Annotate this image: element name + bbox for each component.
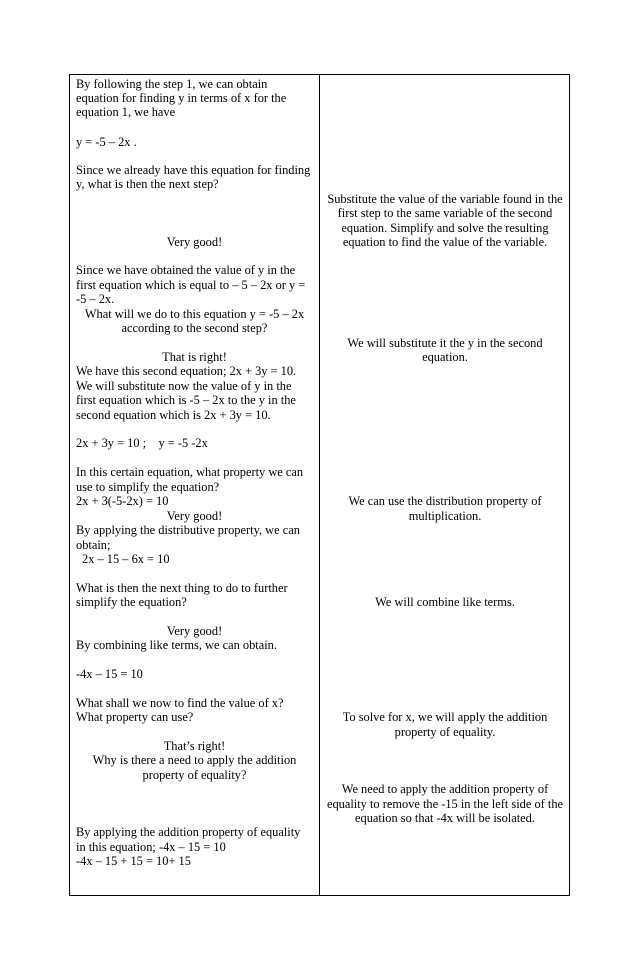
lesson-table xyxy=(69,74,570,896)
left-line: By applying the distributive property, we can xyxy=(76,523,300,537)
right-line: equation. Simplify and solve the resulting xyxy=(341,221,549,235)
left-line: according to the second step? xyxy=(121,321,268,335)
left-line: By combining like terms, we can obtain. xyxy=(76,638,277,652)
right-line: equation to find the value of the variable. xyxy=(342,235,548,249)
right-line: multiplication. xyxy=(408,509,482,523)
right-line: We will combine like terms. xyxy=(375,595,515,609)
left-line: second equation which is 2x + 3y = 10. xyxy=(76,408,271,422)
left-line: That’s right! xyxy=(163,739,226,753)
left-line: Since we already have this equation for finding xyxy=(76,163,311,177)
left-line: equation for finding y in terms of x for the xyxy=(76,91,287,105)
left-line: -4x – 15 = 10 xyxy=(76,667,143,681)
left-line: -5 – 2x. xyxy=(76,292,115,306)
left-line: What property can use? xyxy=(76,710,194,724)
left-line: equation 1, we have xyxy=(76,105,176,119)
left-line: That is right! xyxy=(162,350,227,364)
left-line: property of equality? xyxy=(142,768,247,782)
right-line: We need to apply the addition property of xyxy=(341,782,549,796)
left-line: What is then the next thing to do to further xyxy=(76,581,288,595)
left-line: Why is there a need to apply the addition xyxy=(92,753,297,767)
right-line: equation. xyxy=(422,350,468,364)
left-line: In this certain equation, what property we can xyxy=(76,465,304,479)
right-line: Substitute the value of the variable found in the xyxy=(327,192,563,206)
left-line: What shall we now to find the value of x? xyxy=(76,696,284,710)
left-line: in this equation; -4x – 15 = 10 xyxy=(76,840,226,854)
left-line: first equation which is -5 – 2x to the y in the xyxy=(76,393,296,407)
left-line: We have this second equation; 2x + 3y = 10. xyxy=(76,364,297,378)
right-line: We can use the distribution property of xyxy=(348,494,542,508)
left-line: 2x + 3y = 10 ; y = -5 -2x xyxy=(76,436,208,450)
left-line: simplify the equation? xyxy=(76,595,187,609)
right-line: We will substitute it the y in the second xyxy=(347,336,543,350)
left-line: Very good! xyxy=(166,235,223,249)
right-line: first step to the same variable of the second xyxy=(337,206,553,220)
left-line: By following the step 1, we can obtain xyxy=(76,77,268,91)
left-line: 2x + 3(-5-2x) = 10 xyxy=(76,494,169,508)
right-line: property of equality. xyxy=(394,725,496,739)
left-line: Very good! xyxy=(166,624,223,638)
left-line: Very good! xyxy=(166,509,223,523)
left-line: Since we have obtained the value of y in the xyxy=(76,263,296,277)
left-line: By applying the addition property of equality xyxy=(76,825,301,839)
right-line: To solve for x, we will apply the addition xyxy=(342,710,548,724)
left-line: 2x – 15 – 6x = 10 xyxy=(82,552,170,566)
left-line: y = -5 – 2x . xyxy=(76,135,137,149)
left-line: We will substitute now the value of y in the xyxy=(76,379,292,393)
left-line: obtain; xyxy=(76,538,111,552)
right-line: equality to remove the -15 in the left side of the xyxy=(326,797,564,811)
left-line: y, what is then the next step? xyxy=(76,177,219,191)
left-line: -4x – 15 + 15 = 10+ 15 xyxy=(76,854,191,868)
left-line: first equation which is equal to – 5 – 2x or y = xyxy=(76,278,306,292)
left-line: What will we do to this equation y = -5 – 2x xyxy=(84,307,305,321)
right-line: equation so that -4x will be isolated. xyxy=(355,811,535,825)
left-line: use to simplify the equation? xyxy=(76,480,220,494)
